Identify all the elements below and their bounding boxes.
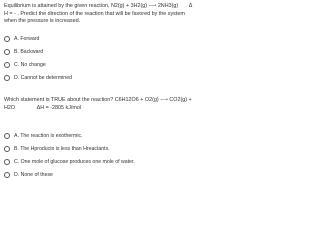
reaction-arrow-icon: ⟶ bbox=[160, 97, 168, 103]
question-1-option-a[interactable] bbox=[3, 34, 197, 45]
reaction-arrow-icon: ⟶ bbox=[148, 3, 157, 9]
question-2-line-2 bbox=[4, 105, 197, 113]
radio-button-icon[interactable] bbox=[4, 146, 10, 152]
question-2-line-1 bbox=[4, 97, 197, 105]
option-label: A. The reaction is exothermic. bbox=[14, 133, 83, 139]
question-1-text bbox=[4, 3, 197, 26]
delta-symbol: Δ bbox=[188, 3, 193, 9]
radio-button-icon[interactable] bbox=[4, 172, 10, 178]
question-2-option-b[interactable] bbox=[3, 144, 197, 155]
question-1-option-b[interactable] bbox=[3, 47, 197, 58]
radio-button-icon[interactable] bbox=[4, 159, 10, 165]
radio-button-icon[interactable] bbox=[4, 75, 10, 81]
question-2-options bbox=[3, 131, 197, 183]
question-2-option-d[interactable] bbox=[3, 170, 197, 181]
option-label: C. One mole of glucose produces one mole of water. bbox=[14, 159, 135, 165]
option-label: D. Cannot be determined bbox=[14, 75, 72, 81]
radio-button-icon[interactable] bbox=[4, 49, 10, 55]
question-2-water: H2O bbox=[4, 104, 16, 111]
question-2-option-c[interactable] bbox=[3, 157, 197, 168]
question-2-option-a[interactable] bbox=[3, 131, 197, 142]
option-label: A. Forward bbox=[14, 36, 40, 42]
radio-button-icon[interactable] bbox=[4, 62, 10, 68]
question-2-reactants: Which statement is TRUE about the reaction? C6H12O6 + O2(g) bbox=[4, 97, 159, 103]
question-1-line-3: when the pressure is increased. bbox=[4, 18, 81, 24]
question-1-options bbox=[3, 34, 197, 86]
question-2-products: CO2(g) + bbox=[169, 97, 192, 103]
radio-button-icon[interactable] bbox=[4, 133, 10, 139]
option-label: B. The Hproducts is less than Hreactants. bbox=[14, 146, 110, 152]
question-1-reactants: Equilibrium is attained by the given reaction, N2(g) + 3H2(g) bbox=[4, 3, 148, 9]
option-label: C. No change bbox=[14, 62, 46, 68]
question-1-line-1 bbox=[4, 3, 197, 11]
enthalpy-value: ΔH = -2805 kJ/mol bbox=[36, 104, 82, 111]
question-2-text bbox=[4, 97, 197, 112]
question-1-product: 2NH3(g) bbox=[157, 3, 179, 9]
question-1-option-d[interactable] bbox=[3, 73, 197, 84]
option-label: D. None of these bbox=[14, 172, 53, 178]
question-1-line-2: H = - . Predict the direction of the reaction that will be favored by the system bbox=[4, 10, 185, 17]
option-label: B. Backward bbox=[14, 49, 44, 55]
question-1-option-c[interactable] bbox=[3, 60, 197, 71]
radio-button-icon[interactable] bbox=[4, 36, 10, 42]
